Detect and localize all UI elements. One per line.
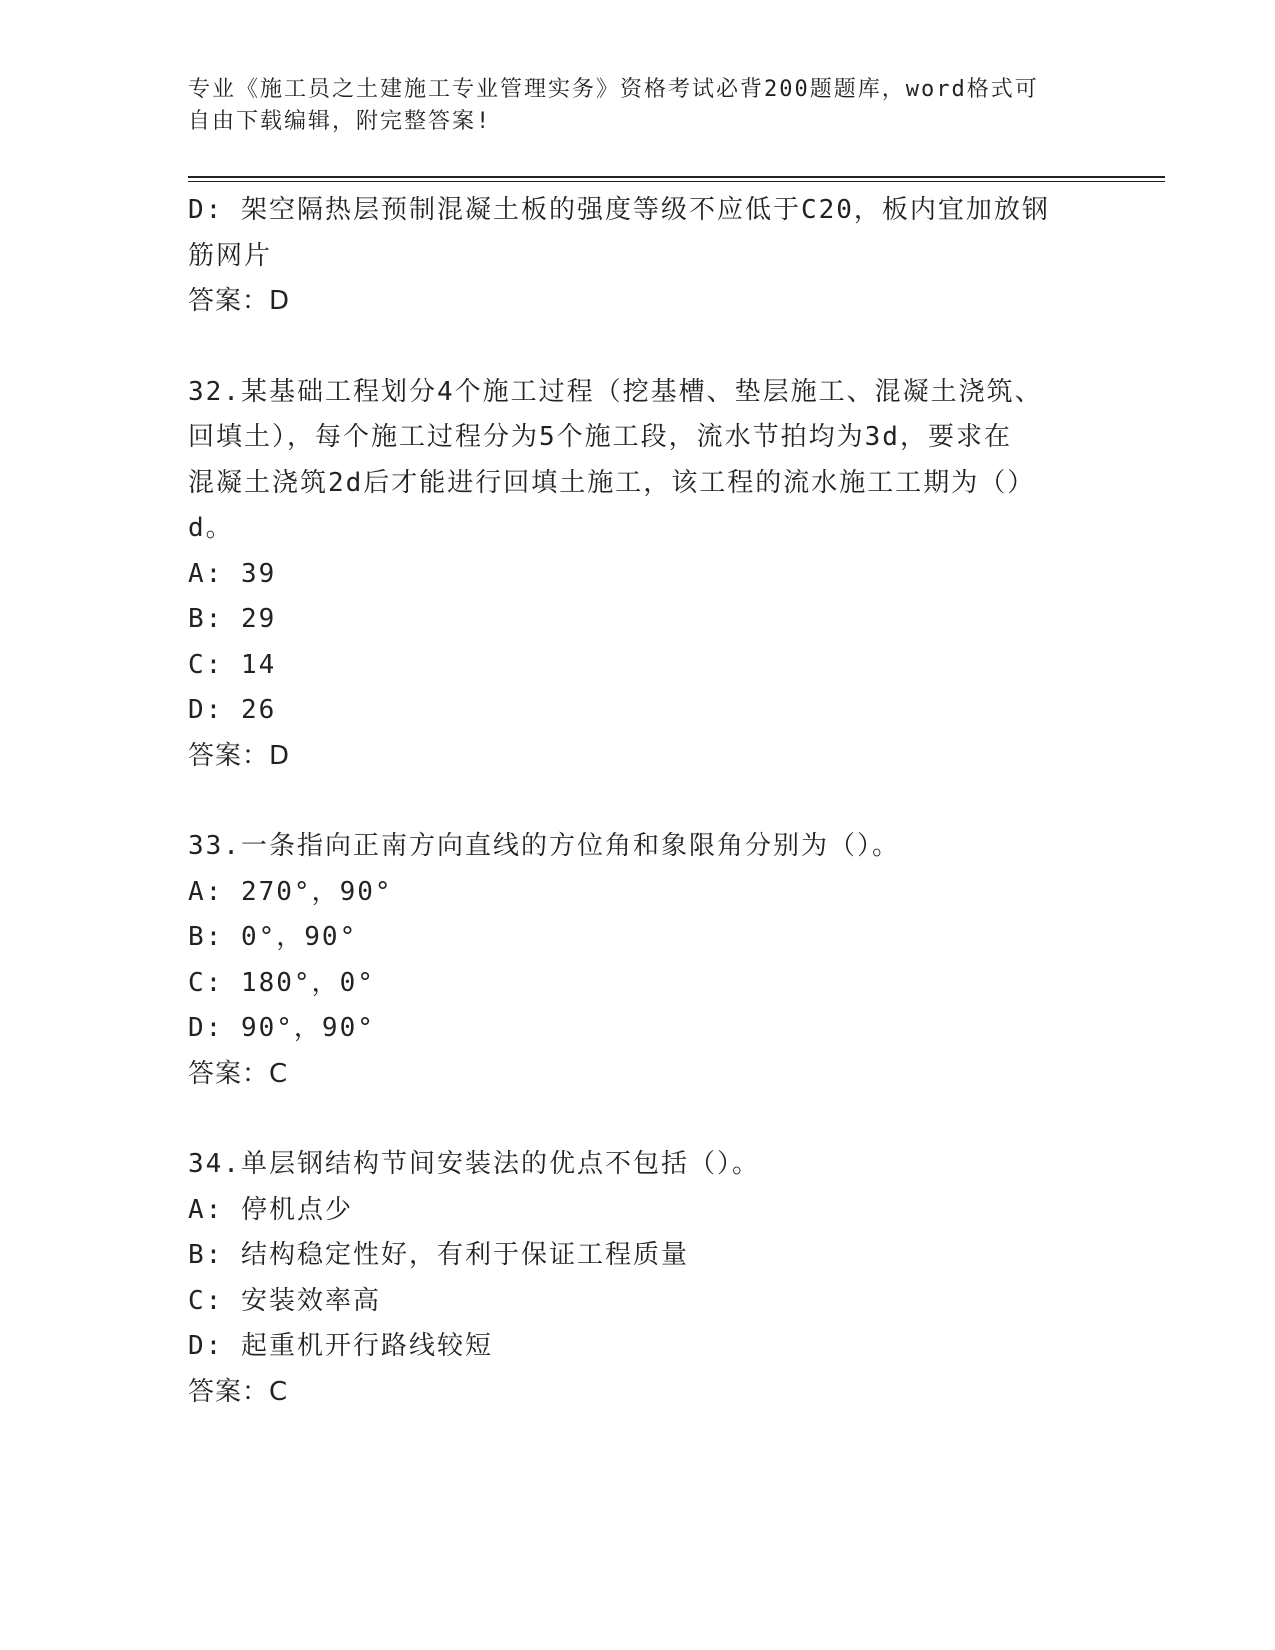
question-text: 回填土），每个施工过程分为5个施工段，流水节拍均为3d，要求在 <box>188 422 1012 452</box>
header-line-1: 专业《施工员之土建施工专业管理实务》资格考试必背200题题库，word格式可 <box>188 77 1039 102</box>
option-d: D: 26 <box>188 695 277 725</box>
question-33 <box>188 824 1088 1097</box>
option-d-continued: 筋网片 <box>188 240 273 271</box>
question-text: 混凝土浇筑2d后才能进行回填土施工，该工程的流水施工工期为（） <box>188 467 1036 498</box>
document-header <box>188 74 1068 138</box>
option-d: D: 90°，90° <box>188 1013 375 1043</box>
option-c: C: 安装效率高 <box>188 1285 381 1316</box>
document-body <box>188 188 1088 1415</box>
question-text: 34.单层钢结构节间安装法的优点不包括（）。 <box>188 1149 760 1179</box>
option-a: A: 停机点少 <box>188 1194 353 1225</box>
question-32 <box>188 370 1088 780</box>
answer: 答案：D <box>188 740 291 771</box>
option-a: A: 270°，90° <box>188 876 393 907</box>
header-line-2: 自由下载编辑，附完整答案! <box>188 109 492 134</box>
question-34 <box>188 1142 1088 1415</box>
header-divider-top <box>188 176 1165 178</box>
option-d: D: 架空隔热层预制混凝土板的强度等级不应低于C20，板内宜加放钢 <box>188 195 1050 225</box>
option-c: C: 180°，0° <box>188 967 375 998</box>
question-text: 33.一条指向正南方向直线的方位角和象限角分别为（）。 <box>188 831 900 861</box>
option-b: B: 29 <box>188 604 277 634</box>
option-b: B: 0°，90° <box>188 922 358 952</box>
option-b: B: 结构稳定性好，有利于保证工程质量 <box>188 1240 689 1270</box>
option-c: C: 14 <box>188 649 277 680</box>
option-d: D: 起重机开行路线较短 <box>188 1331 493 1361</box>
question-text: d。 <box>188 513 234 543</box>
answer: 答案：C <box>188 1376 289 1407</box>
answer: 答案：C <box>188 1058 289 1089</box>
question-text: 32.某基础工程划分4个施工过程（挖基槽、垫层施工、混凝土浇筑、 <box>188 376 1043 407</box>
option-a: A: 39 <box>188 558 277 589</box>
header-divider-bottom <box>188 181 1165 182</box>
question-31-tail <box>188 188 1088 325</box>
answer: 答案：D <box>188 286 291 316</box>
